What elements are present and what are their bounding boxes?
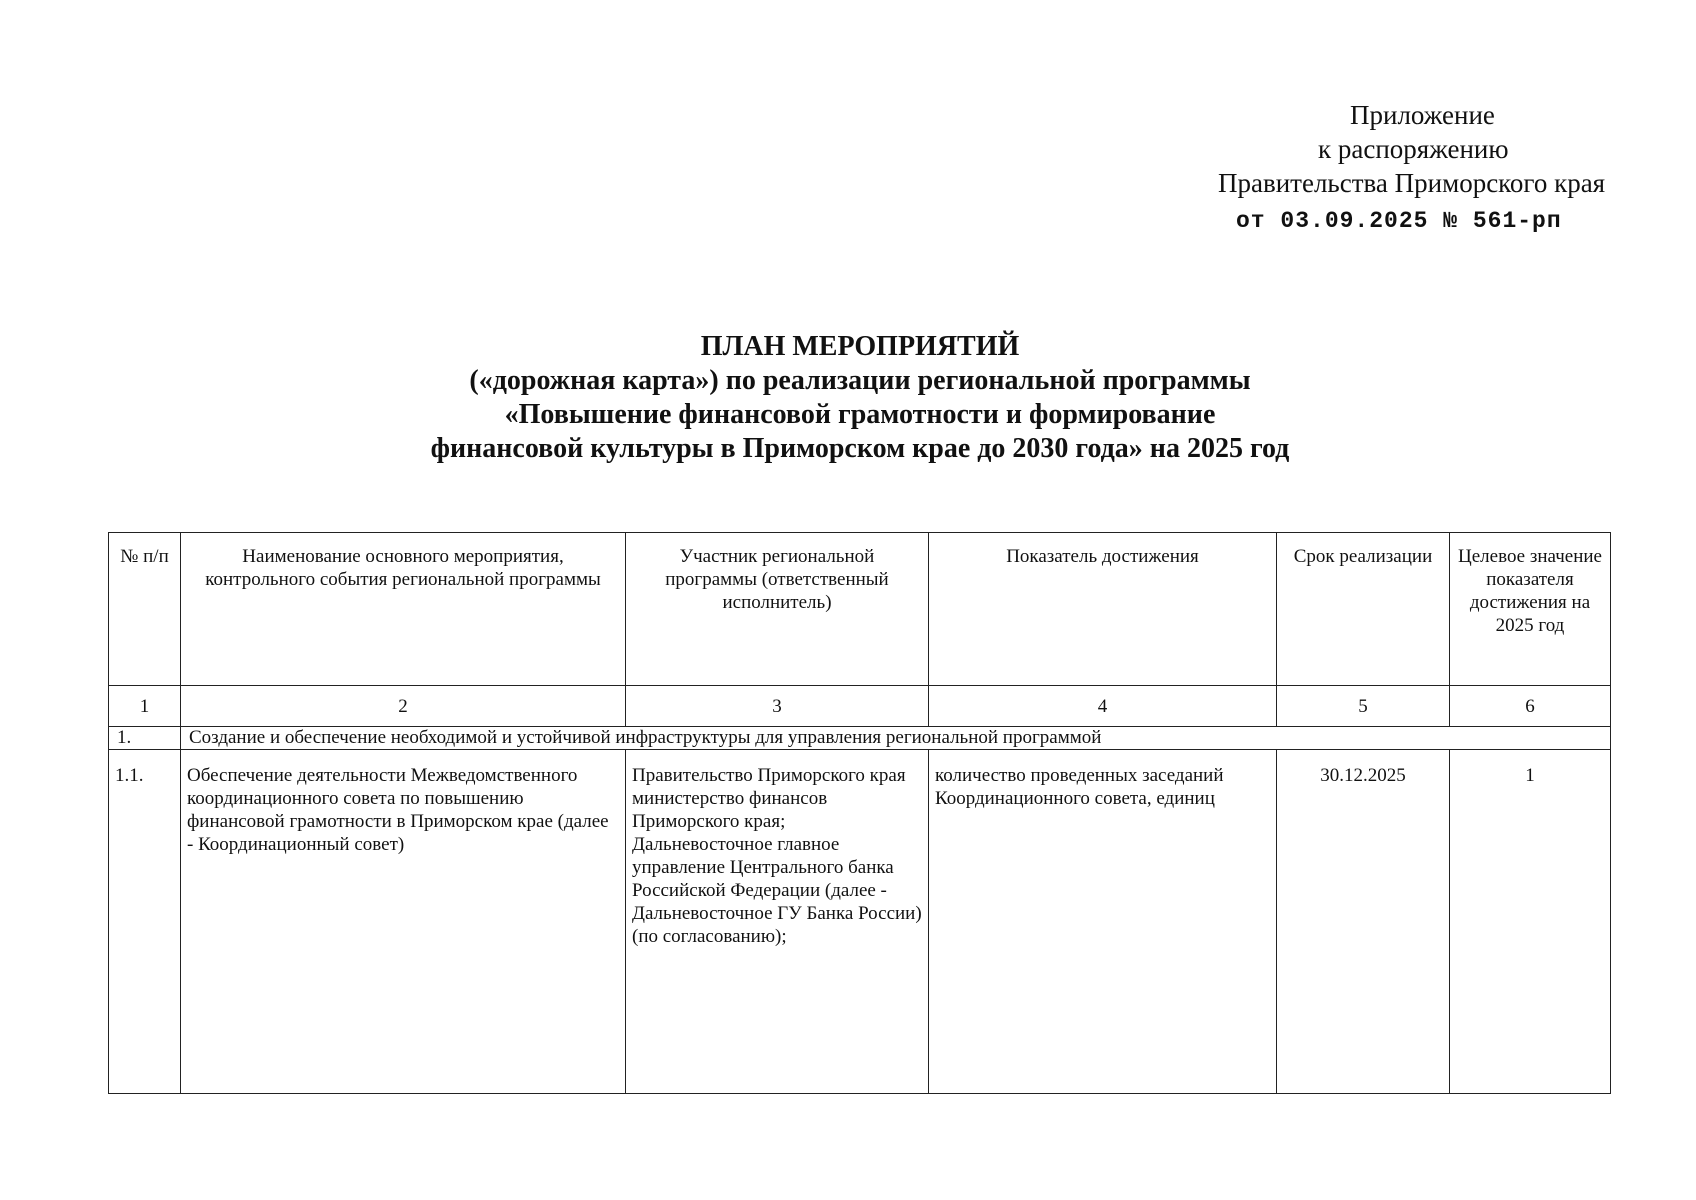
document-title bbox=[0, 330, 1696, 466]
section-row bbox=[109, 727, 1611, 750]
header-event-name: Наименование основного мероприятия, контрольного события региональной программы bbox=[181, 533, 626, 686]
table-header-row bbox=[109, 533, 1611, 686]
column-number: 2 bbox=[181, 686, 626, 727]
header-participant: Участник региональной программы (ответственный исполнитель) bbox=[626, 533, 929, 686]
participant-line: Правительство Приморского края bbox=[632, 765, 906, 786]
participant-line: министерство финансов Приморского края; bbox=[632, 788, 828, 832]
item-number: 1.1. bbox=[109, 750, 181, 1094]
column-number: 5 bbox=[1277, 686, 1450, 727]
column-number: 1 bbox=[109, 686, 181, 727]
header-indicator: Показатель достижения bbox=[929, 533, 1277, 686]
column-number: 6 bbox=[1450, 686, 1611, 727]
appendix-line-1: Приложение bbox=[1350, 100, 1495, 130]
title-line-2: («дорожная карта») по реализации региональной программы bbox=[469, 365, 1251, 396]
item-event-name: Обеспечение деятельности Межведомственного координационного совета по повышению финансовой грамотности в Приморском крае (далее - Координационный совет) bbox=[181, 750, 626, 1094]
column-number: 3 bbox=[626, 686, 929, 727]
header-number: № п/п bbox=[109, 533, 181, 686]
title-line-4: финансовой культуры в Приморском крае до 2030 года» на 2025 год bbox=[430, 433, 1290, 464]
appendix-line-3: Правительства Приморского края bbox=[1218, 168, 1606, 198]
header-target-value: Целевое значение показателя достижения на 2025 год bbox=[1450, 533, 1611, 686]
section-title: Создание и обеспечение необходимой и устойчивой инфраструктуры для управления региональной программой bbox=[181, 727, 1611, 750]
item-deadline: 30.12.2025 bbox=[1277, 750, 1450, 1094]
appendix-order-number: от 03.09.2025 № 561-рп bbox=[1236, 208, 1562, 234]
header-deadline: Срок реализации bbox=[1277, 533, 1450, 686]
item-target-value: 1 bbox=[1450, 750, 1611, 1094]
title-line-1: ПЛАН МЕРОПРИЯТИЙ bbox=[700, 331, 1020, 362]
column-number-row bbox=[109, 686, 1611, 727]
appendix-line-2: к распоряжению bbox=[1318, 134, 1509, 164]
item-indicator: количество проведенных заседаний Координационного совета, единиц bbox=[929, 750, 1277, 1094]
section-number: 1. bbox=[109, 727, 181, 750]
column-number: 4 bbox=[929, 686, 1277, 727]
title-line-3: «Повышение финансовой грамотности и формирование bbox=[504, 399, 1216, 430]
appendix-block bbox=[1170, 98, 1670, 238]
item-participants bbox=[626, 750, 929, 1094]
table-row bbox=[109, 750, 1611, 1094]
participant-line: Дальневосточное главное управление Центрального банка Российской Федерации (далее - Дальневосточное ГУ Банка России) (по согласованию); bbox=[632, 834, 922, 947]
plan-table bbox=[108, 532, 1611, 1094]
